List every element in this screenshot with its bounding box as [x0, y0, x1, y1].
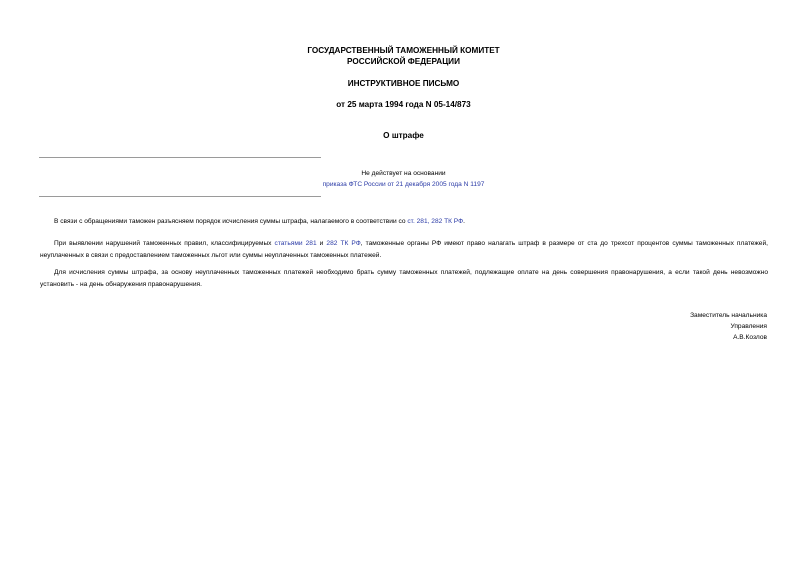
repeal-order-link[interactable]: приказа ФТС России от 21 декабря 2005 года N 1197	[322, 181, 485, 188]
issuer-line-1: ГОСУДАРСТВЕННЫЙ ТАМОЖЕННЫЙ КОМИТЕТ	[307, 46, 500, 55]
top-divider	[39, 157, 321, 158]
signer-name: А.В.Козлов	[733, 334, 767, 341]
document-date-number: от 25 марта 1994 года N 05-14/873	[336, 100, 471, 109]
document-type: ИНСТРУКТИВНОЕ ПИСЬМО	[347, 79, 460, 88]
document-subject: О штрафе	[383, 131, 424, 140]
paragraph-3: Для исчисления суммы штрафа, за основу неуплаченных таможенных платежей необходимо брать сумму таможенных платежей, подлежащие оплате на день совершения правонарушения, а если такой день невозможно установить - на день обнаружения правонарушения.	[40, 269, 768, 288]
paragraph-2-rest: , таможенные органы РФ имеют право налагать штраф в размере от ста до трехсот процентов суммы таможенных платежей, неуплаченных в связи с предоставлением таможенных льгот или суммы неуплаченных таможенных платежей.	[40, 240, 768, 259]
signer-position-2: Управления	[730, 323, 767, 330]
paragraph-1-text: В связи с обращениями таможен разъясняем порядок исчисления суммы штрафа, налагаемого в соответствии со	[54, 218, 408, 225]
paragraph-2	[40, 238, 768, 262]
paragraph-1	[40, 216, 768, 228]
tk-rf-articles-link[interactable]: ст. 281, 282 ТК РФ	[407, 218, 464, 225]
paragraph-2-text: При выявлении нарушений таможенных правил, классифицируемых	[54, 240, 275, 247]
issuer-line-2: РОССИЙСКОЙ ФЕДЕРАЦИИ	[347, 57, 460, 66]
bottom-divider	[39, 196, 321, 197]
signature-block	[690, 310, 767, 343]
status-note-link-line	[0, 179, 807, 190]
article-282-link[interactable]: 282 ТК РФ	[326, 240, 361, 247]
article-281-link[interactable]: статьями 281	[274, 240, 317, 247]
status-note: Не действует на основании	[361, 170, 446, 177]
signer-position-1: Заместитель начальника	[690, 312, 767, 319]
paragraph-1-end: .	[463, 218, 465, 225]
paragraph-2-conjunction: и	[316, 240, 327, 247]
